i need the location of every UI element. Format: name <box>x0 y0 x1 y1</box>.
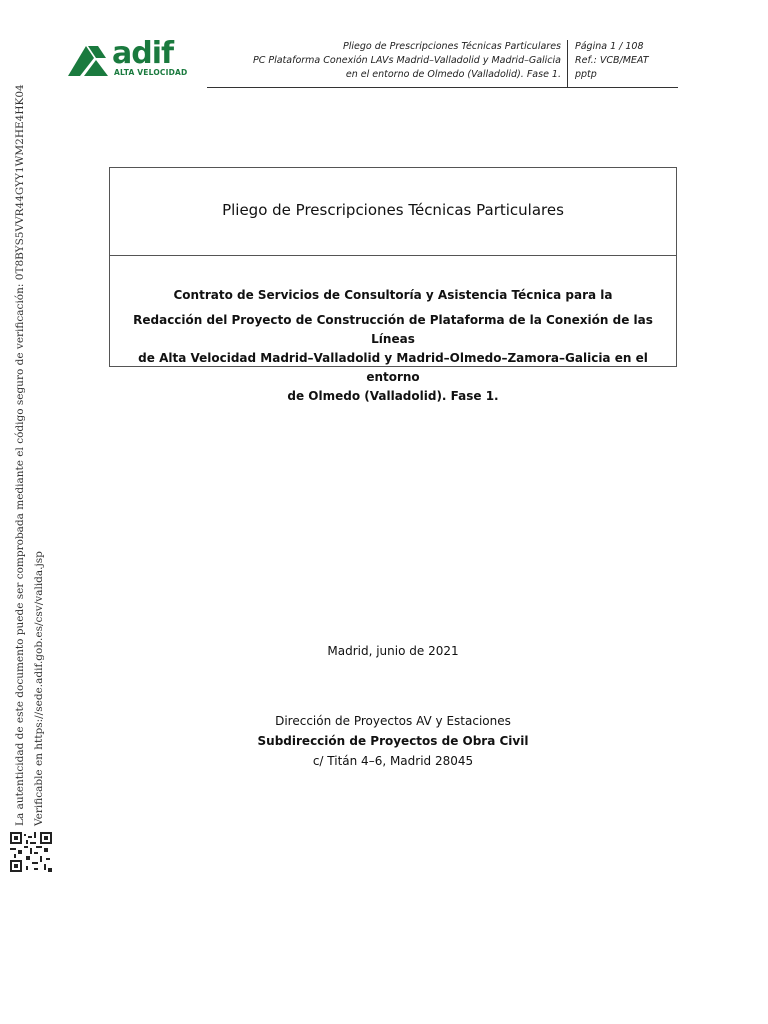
logo-wordmark: adif <box>112 36 174 71</box>
header-project-line1: PC Plataforma Conexión LAVs Madrid–Valladolid y Madrid–Galicia <box>252 55 561 66</box>
logo-subtitle: ALTA VELOCIDAD <box>114 68 188 77</box>
title-box <box>109 167 677 403</box>
contract-line-1: Contrato de Servicios de Consultoría y Asistencia Técnica para la <box>173 288 613 302</box>
header-rule <box>207 87 678 88</box>
verification-url: Verificable en https://sede.adif.gob.es/csv/valida.jsp <box>33 551 45 826</box>
direction-name: Dirección de Proyectos AV y Estaciones <box>275 714 511 728</box>
subdirection-name: Subdirección de Proyectos de Obra Civil <box>257 734 529 748</box>
header-ref-info <box>575 40 649 82</box>
contract-line-3: de Alta Velocidad Madrid–Valladolid y Madrid–Olmedo–Zamora–Galicia en el entorno <box>138 351 648 384</box>
adif-mark-icon <box>66 42 110 78</box>
address: c/ Titán 4–6, Madrid 28045 <box>312 754 474 768</box>
document-title: Pliego de Prescripciones Técnicas Particulares <box>222 201 564 219</box>
contract-line-2: Redacción del Proyecto de Construcción de Plataforma de la Conexión de las Líneas <box>133 313 653 346</box>
header-divider <box>567 40 568 88</box>
header-page-number: Página 1 / 108 <box>575 41 644 52</box>
header-reference: Ref.: VCB/MEAT <box>575 55 649 66</box>
place-date: Madrid, junio de 2021 <box>327 644 459 658</box>
adif-logo <box>66 36 196 80</box>
contract-description <box>116 286 670 406</box>
qr-code-icon <box>10 832 52 872</box>
header-doc-type: Pliego de Prescripciones Técnicas Particulares <box>343 41 561 52</box>
verification-note: La autenticidad de este documento puede ser comprobada mediante el código seguro de verificación: 0T8BYS5VVR44GYY1WM2HE4HK04 <box>14 84 26 826</box>
header-reference-2: pptp <box>575 69 597 80</box>
organization-block <box>109 711 677 771</box>
title-box-separator <box>110 255 676 256</box>
contract-line-4: de Olmedo (Valladolid). Fase 1. <box>287 389 499 403</box>
header-project-line2: en el entorno de Olmedo (Valladolid). Fase 1. <box>345 69 561 80</box>
header-doc-info <box>253 40 561 82</box>
